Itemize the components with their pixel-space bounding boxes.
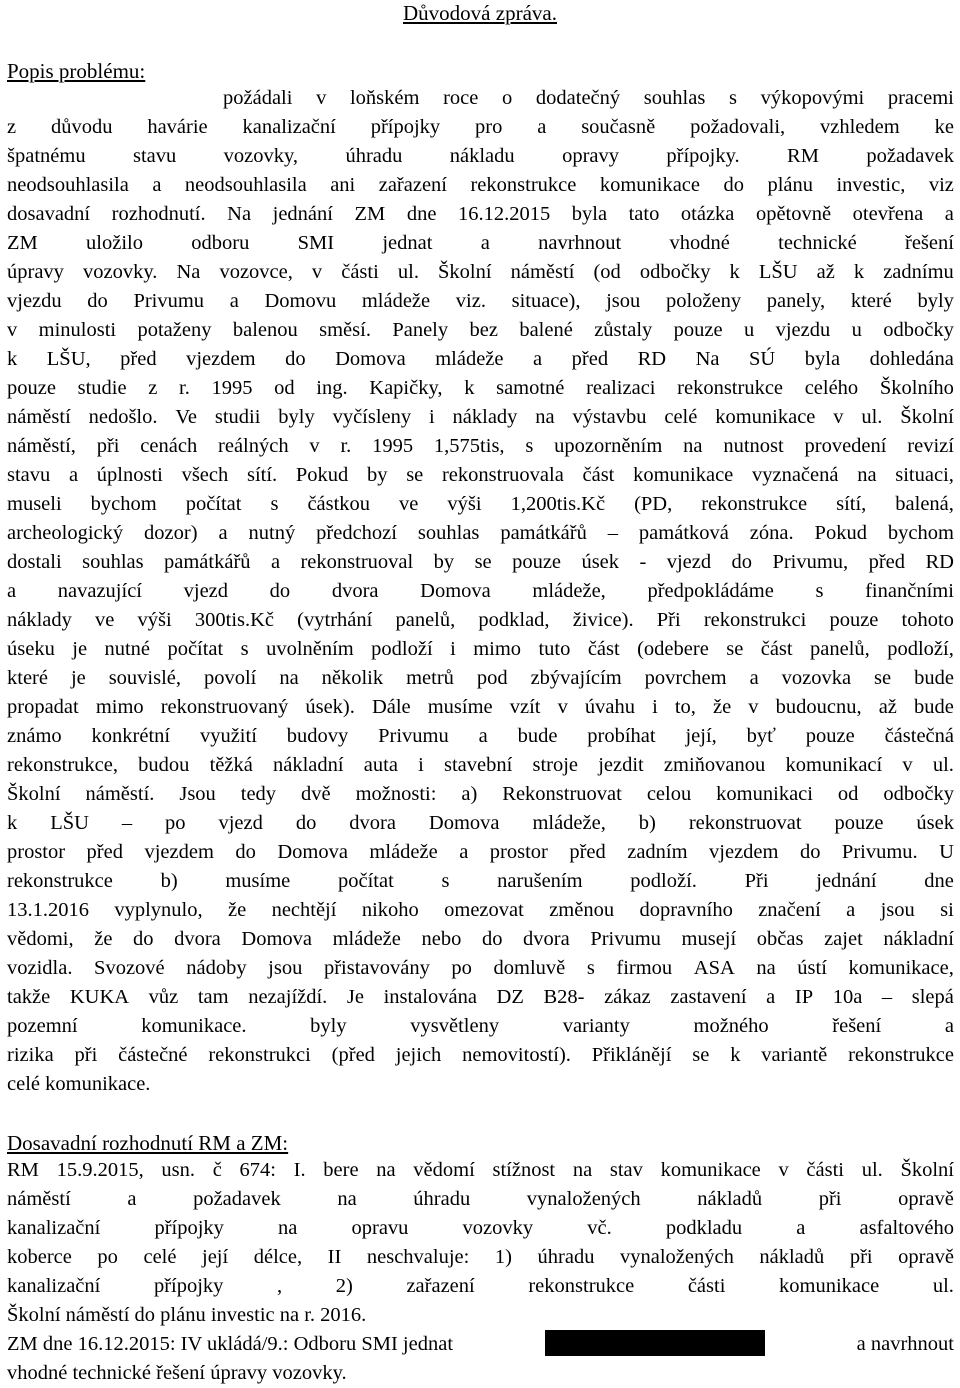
text-line: stavu a úplnosti všech sítí. Pokud by se rekonstruovala část komunikace vyznačená na situaci, <box>7 464 954 486</box>
text-line: špatnému stavu vozovky, úhradu nákladu opravy přípojky. RM požadavek <box>7 145 954 167</box>
text-line: archeologický dozor) a nutný předchozí souhlas památkářů – památková zóna. Pokud bychom <box>7 522 954 544</box>
problem-description <box>7 84 954 1099</box>
text-line: v minulosti potaženy balenou směsí. Panely bez balené zůstaly pouze u vjezdu u odbočky <box>7 319 954 341</box>
text-line: museli bychom počítat s částkou ve výši 1,200tis.Kč (PD, rekonstrukce sítí, balená, <box>7 493 954 515</box>
document-title: Důvodová zpráva. <box>403 1 557 25</box>
text-line: vjezdu do Privumu a Domovu mládeže viz. situace), jsou položeny panely, které byly <box>7 290 954 312</box>
text-line: takže KUKA vůz tam nezajíždí. Je instalována DZ B28- zákaz zastavení a IP 10a – slepá <box>7 986 954 1008</box>
text-line: a navazující vjezd do dvora Domova mládeže, předpokládáme s finančními <box>7 580 954 602</box>
redaction-block <box>545 1330 765 1356</box>
text-line: rekonstrukce b) musíme počítat s narušením podloží. Při jednání dne <box>7 870 954 892</box>
text-line: náměstí nedošlo. Ve studii byly vyčísleny i náklady na výstavbu celé komunikace v ul. Školní <box>7 406 954 428</box>
text-line: dosavadní rozhodnutí. Na jednání ZM dne 16.12.2015 byla tato otázka opětovně otevřena a <box>7 203 954 225</box>
text-line: úpravy vozovky. Na vozovce, v části ul. Školní náměstí (od odbočky k LŠU až k zadnímu <box>7 261 954 283</box>
text-line: dostali souhlas památkářů a rekonstruoval by se pouze úsek - vjezd do Privumu, před RD <box>7 551 954 573</box>
zm-decision-left: ZM dne 16.12.2015: IV ukládá/9.: Odboru SMI jednat <box>7 1333 454 1355</box>
text-line: vozidla. Svozové nádoby jsou přistavovány po domluvě s firmou ASA na ústí komunikace, <box>7 957 954 979</box>
section-heading-problem: Popis problému: <box>7 59 146 83</box>
text-line: RM 15.9.2015, usn. č 674: I. bere na vědomí stížnost na stav komunikace v části ul. Školní <box>7 1159 954 1181</box>
text-line: náměstí, při cenách reálných v r. 1995 1,575tis, s upozorněním na nutnost provedení revizí <box>7 435 954 457</box>
text-line: koberce po celé její délce, II neschvaluje: 1) úhradu vynaložených nákladů při opravě <box>7 1246 954 1268</box>
section-heading-decisions: Dosavadní rozhodnutí RM a ZM: <box>7 1131 289 1155</box>
decisions-text <box>7 1156 954 1330</box>
text-line: k LŠU – po vjezd do dvora Domova mládeže, b) rekonstruovat pouze úsek <box>7 812 954 834</box>
text-line: kanalizační přípojky na opravu vozovky vč. podkladu a asfaltového <box>7 1217 954 1239</box>
text-line: které je souvislé, povolí na několik metrů pod zbývajícím povrchem a vozovka se bude <box>7 667 954 689</box>
text-line: rizika při částečné rekonstrukci (před jejich nemovitostí). Přiklánějí se k variantě rekonstrukce <box>7 1044 954 1066</box>
text-line: pozemní komunikace. byly vysvětleny varianty možného řešení a <box>7 1015 954 1037</box>
zm-decision-line <box>7 1330 954 1359</box>
text-line: náměstí a požadavek na úhradu vynaložených nákladů při opravě <box>7 1188 954 1210</box>
text-line: neodsouhlasila a neodsouhlasila ani zařazení rekonstrukce komunikace do plánu investic, viz <box>7 174 954 196</box>
text-line: k LŠU, před vjezdem do Domova mládeže a před RD Na SÚ byla dohledána <box>7 348 954 370</box>
text-line: ZM uložilo odboru SMI jednat a navrhnout vhodné technické řešení <box>7 232 954 254</box>
text-line: vědomi, že do dvora Domova mládeže nebo do dvora Privumu musejí občas zajet nákladní <box>7 928 954 950</box>
zm-decision-last: vhodné technické řešení úpravy vozovky. <box>7 1362 347 1384</box>
text-line: z důvodu havárie kanalizační přípojky pro a současně požadovali, vzhledem ke <box>7 116 954 138</box>
text-line: Školní náměstí do plánu investic na r. 2016. <box>7 1304 367 1326</box>
text-line: známo konkrétní využití budovy Privumu a bude probíhat její, byť pouze částečná <box>7 725 954 747</box>
text-line: celé komunikace. <box>7 1073 151 1095</box>
text-line: náklady ve výši 300tis.Kč (vytrhání panelů, podklad, živice). Při rekonstrukci pouze tohoto <box>7 609 954 631</box>
text-line: požádali v loňském roce o dodatečný souhlas s výkopovými pracemi <box>223 87 954 109</box>
text-line: propadat mimo rekonstruovaný úsek). Dále musíme vzít v úvahu i to, že v budoucnu, až bude <box>7 696 954 718</box>
text-line: rekonstrukce, budou těžká nákladní auta i stavební stroje jezdit zmiňovanou komunikací v ul. <box>7 754 954 776</box>
text-line: prostor před vjezdem do Domova mládeže a prostor před zadním vjezdem do Privumu. U <box>7 841 954 863</box>
text-line: kanalizační přípojky , 2) zařazení rekonstrukce části komunikace ul. <box>7 1275 954 1297</box>
text-line: Školní náměstí. Jsou tedy dvě možnosti: a) Rekonstruovat celou komunikaci od odbočky <box>7 783 954 805</box>
text-line: pouze studie z r. 1995 od ing. Kapičky, k samotné realizaci rekonstrukce celého Školního <box>7 377 954 399</box>
zm-decision-right: a navrhnout <box>856 1333 954 1355</box>
text-line: úseku je nutné počítat s uvolněním podloží i mimo tuto část (odebere se část panelů, podloží, <box>7 638 954 660</box>
text-line: 13.1.2016 vyplynulo, že nechtějí nikoho omezovat změnou dopravního značení a jsou si <box>7 899 954 921</box>
